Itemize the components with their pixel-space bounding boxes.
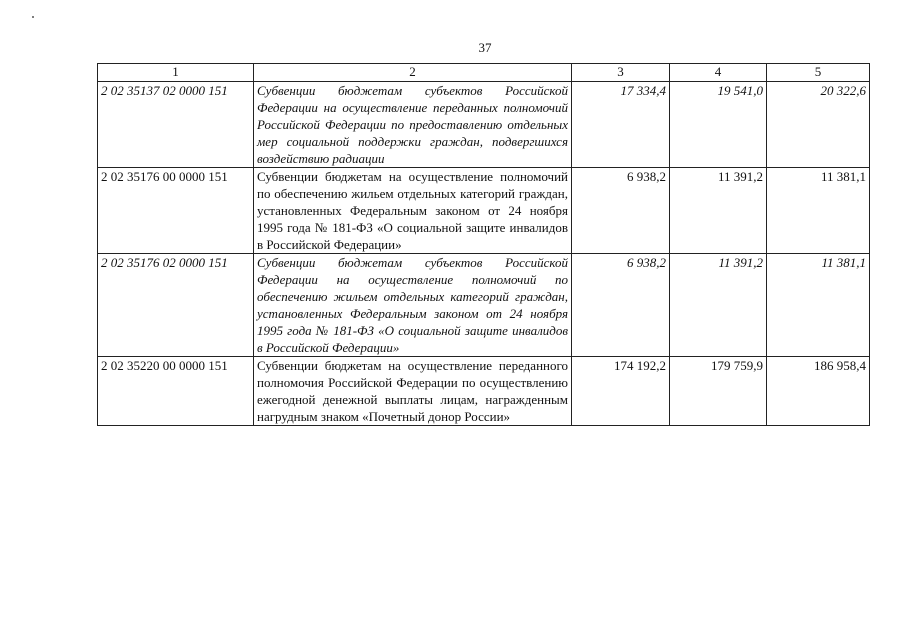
value-col-5: 20 322,6 — [767, 82, 870, 168]
budget-code: 2 02 35137 02 0000 151 — [98, 82, 254, 168]
row-description: Субвенции бюджетам субъектов Российской Федерации на осуществление полномочий по обеспечению жильем отдельных категорий граждан, установленных Федеральным законом от 24 ноября 1995 года № 181-ФЗ «О социальной защите инвалидов в Российской Федерации» — [254, 254, 572, 357]
value-col-4: 19 541,0 — [670, 82, 767, 168]
budget-code: 2 02 35176 00 0000 151 — [98, 168, 254, 254]
table-row — [98, 254, 870, 357]
value-col-4: 11 391,2 — [670, 254, 767, 357]
budget-code: 2 02 35176 02 0000 151 — [98, 254, 254, 357]
value-col-3: 174 192,2 — [572, 357, 670, 426]
value-col-4: 11 391,2 — [670, 168, 767, 254]
value-col-3: 17 334,4 — [572, 82, 670, 168]
value-col-3: 6 938,2 — [572, 254, 670, 357]
scan-speck — [32, 16, 34, 18]
header-row — [98, 64, 870, 82]
value-col-5: 11 381,1 — [767, 254, 870, 357]
row-description: Субвенции бюджетам субъектов Российской Федерации на осуществление переданных полномочий Российской Федерации по предоставлению отдельных мер социальной поддержки граждан, подвергшихся воздействию радиации — [254, 82, 572, 168]
budget-code: 2 02 35220 00 0000 151 — [98, 357, 254, 426]
column-header-3: 3 — [572, 64, 670, 82]
table-row — [98, 82, 870, 168]
value-col-5: 186 958,4 — [767, 357, 870, 426]
row-description: Субвенции бюджетам на осуществление переданного полномочия Российской Федерации по осуществлению ежегодной денежной выплаты лицам, награжденным нагрудным знаком «Почетный донор России» — [254, 357, 572, 426]
column-header-4: 4 — [670, 64, 767, 82]
row-description: Субвенции бюджетам на осуществление полномочий по обеспечению жильем отдельных категорий граждан, установленных Федеральным законом от 24 ноября 1995 года № 181-ФЗ «О социальной защите инвалидов в Российской Федерации» — [254, 168, 572, 254]
column-header-5: 5 — [767, 64, 870, 82]
table-row — [98, 357, 870, 426]
page-number: 37 — [478, 40, 492, 55]
value-col-5: 11 381,1 — [767, 168, 870, 254]
budget-table — [97, 63, 870, 426]
value-col-4: 179 759,9 — [670, 357, 767, 426]
column-header-1: 1 — [98, 64, 254, 82]
value-col-3: 6 938,2 — [572, 168, 670, 254]
table-row — [98, 168, 870, 254]
column-header-2: 2 — [254, 64, 572, 82]
